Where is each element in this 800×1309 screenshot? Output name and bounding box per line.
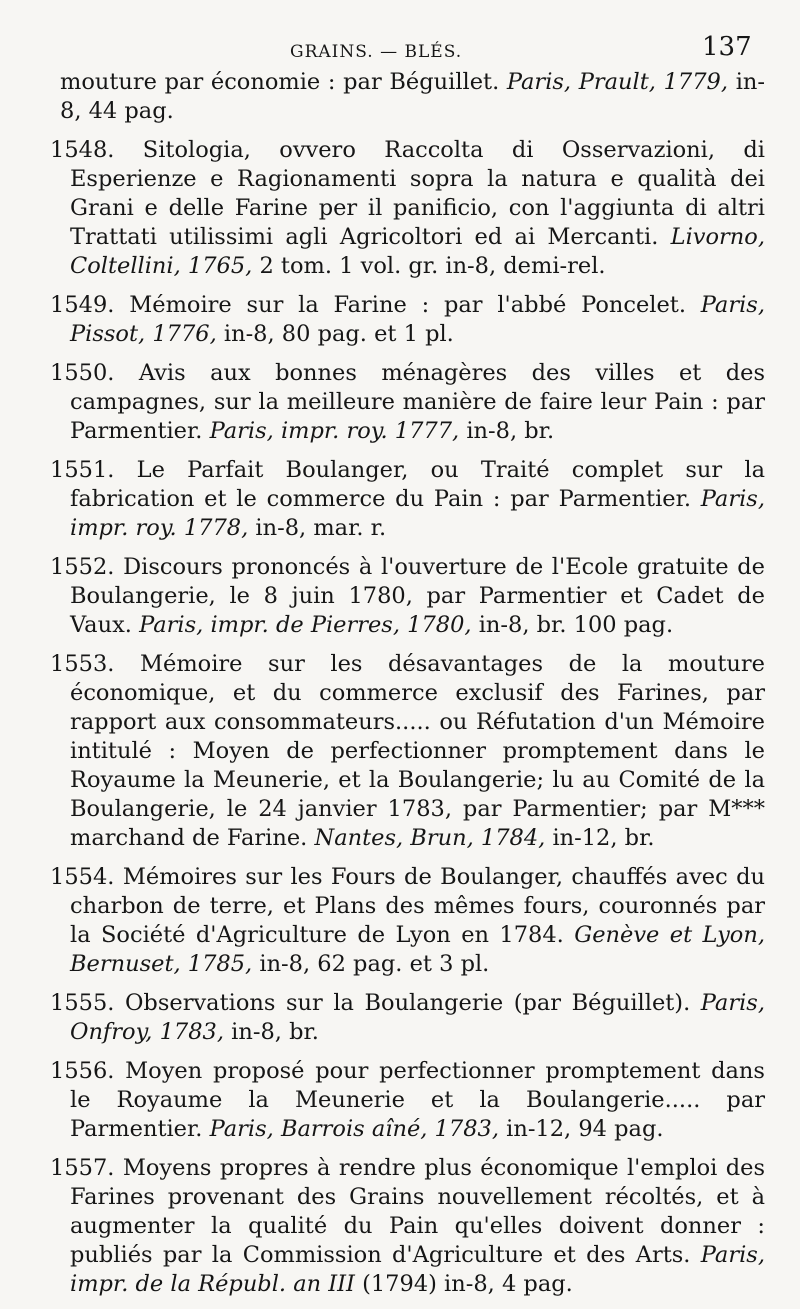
bibliography-entry: 1548. Sitologia, ovvero Raccolta di Osservazioni, di Esperienze e Ragionamenti sopra la natura e qualità dei Grani e delle Farine per il panificio, con l'aggiunta di altri Trattati utilissimi agli Agricoltori ed ai Mercanti. Livorno, Coltellini, 1765, 2 tom. 1 vol. gr. in-8, demi-rel. [50,137,765,279]
bibliography-entry: 1555. Observations sur la Boulangerie (par Béguillet). Paris, Onfroy, 1783, in-8, br. [50,990,765,1045]
running-head: GRAINS. — BLÉS. [290,42,463,62]
bibliography-entry: mouture par économie : par Béguillet. Paris, Prault, 1779, in-8, 44 pag. [60,69,765,124]
bibliography-entry: 1556. Moyen proposé pour perfectionner promptement dans le Royaume la Meunerie et la Boulangerie..... par Parmentier. Paris, Barrois aîné, 1783, in-12, 94 pag. [50,1058,765,1142]
bibliography-entry: 1553. Mémoire sur les désavantages de la mouture économique, et du commerce exclusif des Farines, par rapport aux consommateurs..... ou Réfutation d'un Mémoire intitulé : Moyen de perfectionner promptement dans le Royaume la Meunerie, et la Boulangerie; lu au Comité de la Boulangerie, le 24 janvier 1783, par Parmentier; par M*** marchand de Farine. Nantes, Brun, 1784, in-12, br. [50,651,765,851]
bibliography-entry: 1551. Le Parfait Boulanger, ou Traité complet sur la fabrication et le commerce du Pain : par Parmentier. Paris, impr. roy. 1778, in-8, mar. r. [50,457,765,541]
bibliography-entry: 1557. Moyens propres à rendre plus économique l'emploi des Farines provenant des Grains nouvellement récoltés, et à augmenter la qualité du Pain qu'elles doivent donner : publiés par la Commission d'Agriculture et des Arts. Paris, impr. de la Républ. an III (1794) in-8, 4 pag. [50,1155,765,1297]
bibliography-entry: 1549. Mémoire sur la Farine : par l'abbé Poncelet. Paris, Pissot, 1776, in-8, 80 pag. et 1 pl. [50,292,765,347]
bibliography-entry: 1550. Avis aux bonnes ménagères des villes et des campagnes, sur la meilleure manière de faire leur Pain : par Parmentier. Paris, impr. roy. 1777, in-8, br. [50,360,765,444]
page-number: 137 [702,32,752,62]
bibliography-entry: 1552. Discours prononcés à l'ouverture de l'Ecole gratuite de Boulangerie, le 8 juin 1780, par Parmentier et Cadet de Vaux. Paris, impr. de Pierres, 1780, in-8, br. 100 pag. [50,554,765,638]
bibliography-entry: 1554. Mémoires sur les Fours de Boulanger, chauffés avec du charbon de terre, et Plans des mêmes fours, couronnés par la Société d'Agriculture de Lyon en 1784. Genève et Lyon, Bernuset, 1785, in-8, 62 pag. et 3 pl. [50,864,766,977]
bibliography-list [50,68,765,1309]
page-header [0,30,800,70]
